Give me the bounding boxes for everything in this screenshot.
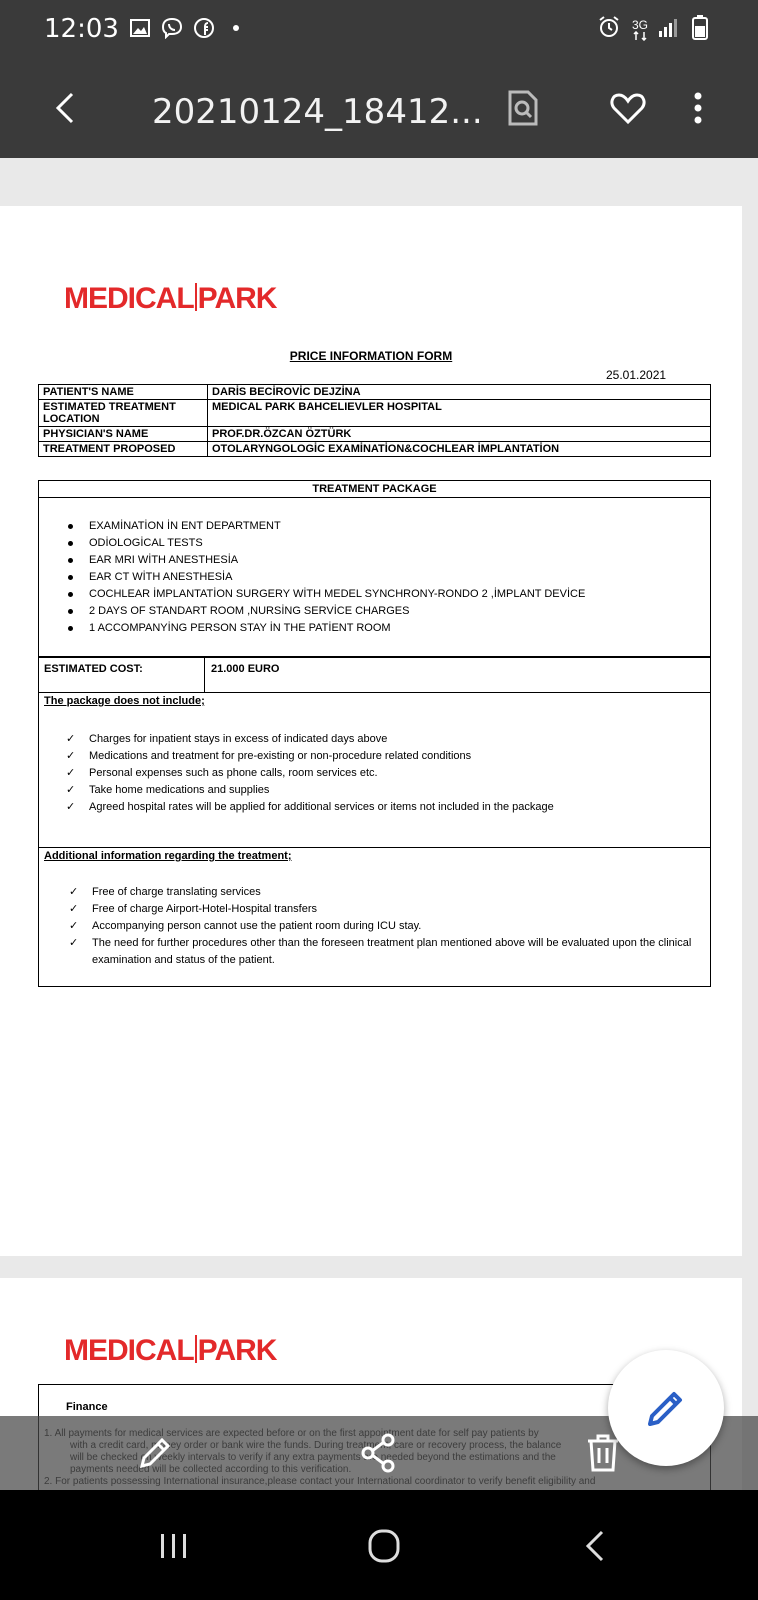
cost-value: 21.000 EURO	[211, 663, 280, 675]
cost-divider	[204, 658, 205, 692]
notification-icons	[128, 16, 248, 40]
edit-button[interactable]	[132, 1430, 178, 1476]
alarm-icon	[596, 14, 622, 45]
list-item: ODİOLOGİCAL TESTS	[89, 535, 710, 552]
more-notifications-icon	[224, 16, 248, 40]
list-item: ✓ Take home medications and supplies	[89, 782, 554, 799]
logo-divider	[195, 283, 197, 311]
list-item: ✓ Personal expenses such as phone calls, room services etc.	[89, 765, 554, 782]
table-row	[39, 385, 711, 400]
nav-back-button[interactable]	[574, 1526, 618, 1566]
edit-pen-icon	[644, 1386, 688, 1430]
system-nav-bar	[0, 1490, 758, 1600]
patient-info-table	[38, 384, 711, 457]
list-item: COCHLEAR İMPLANTATİON SURGERY WİTH MEDEL SYNCHRONY-RONDO 2 ,İMPLANT DEVİCE	[89, 586, 710, 603]
list-item: ✓ Charges for inpatient stays in excess of indicated days above	[89, 731, 554, 748]
document-title: 20210124_18412...	[152, 92, 483, 132]
mobile-data-indicator	[632, 19, 648, 41]
package-title: TREATMENT PACKAGE	[38, 480, 711, 498]
logo-text-left: MEDICAL	[64, 282, 194, 315]
list-item: ✓ Accompanying person cannot use the patient room during ICU stay.	[92, 918, 692, 935]
battery-icon	[692, 14, 708, 45]
info-value: OTOLARYNGOLOGİC EXAMİNATİON&COCHLEAR İMPLANTATİON	[208, 442, 711, 457]
logo-divider	[195, 1335, 197, 1363]
back-button[interactable]	[46, 88, 86, 128]
additional-info-box	[38, 847, 711, 987]
document-viewer[interactable]	[0, 158, 758, 1490]
list-item: ✓ Free of charge Airport-Hotel-Hospital transfers	[92, 901, 692, 918]
exclusions-list	[89, 731, 554, 816]
finance-title: Finance	[66, 1401, 108, 1413]
additional-list	[92, 884, 692, 969]
favorite-button[interactable]	[606, 86, 650, 130]
exclusions-box	[38, 692, 711, 848]
info-label: PATIENT'S NAME	[39, 385, 208, 400]
table-row	[39, 427, 711, 442]
home-button[interactable]	[362, 1526, 406, 1566]
exclusions-title: The package does not include;	[44, 695, 205, 707]
home-icon	[362, 1526, 406, 1566]
status-time: 12:03	[44, 14, 119, 44]
lens-icon	[500, 86, 544, 130]
info-value: DARİS BECİROVİC DEJZİNA	[208, 385, 711, 400]
table-row	[39, 400, 711, 427]
list-item: EAR CT WİTH ANESTHESİA	[89, 569, 710, 586]
recents-icon	[152, 1526, 196, 1566]
info-label: ESTIMATED TREATMENT LOCATION	[39, 400, 208, 427]
pencil-icon	[132, 1430, 178, 1476]
floating-edit-button[interactable]	[608, 1350, 724, 1466]
app-bar	[0, 60, 758, 158]
list-item: EXAMİNATİON İN ENT DEPARTMENT	[89, 518, 710, 535]
info-label: TREATMENT PROPOSED	[39, 442, 208, 457]
medicalpark-logo	[64, 1334, 276, 1368]
data-arrows-icon	[633, 31, 647, 41]
info-value: PROF.DR.ÖZCAN ÖZTÜRK	[208, 427, 711, 442]
list-item: ✓ Free of charge translating services	[92, 884, 692, 901]
logo-text-right: PARK	[197, 282, 277, 315]
cost-box	[38, 657, 711, 693]
more-options-button[interactable]	[688, 86, 732, 130]
back-arrow-icon	[46, 88, 86, 128]
info-label: PHYSICIAN'S NAME	[39, 427, 208, 442]
nav-back-icon	[574, 1526, 618, 1566]
list-item: 2 DAYS OF STANDART ROOM ,NURSİNG SERVİCE CHARGES	[89, 603, 710, 620]
info-value: MEDICAL PARK BAHCELIEVLER HOSPITAL	[208, 400, 711, 427]
lens-button[interactable]	[500, 86, 544, 130]
recent-apps-button[interactable]	[152, 1526, 196, 1566]
facebook-icon	[192, 16, 216, 40]
cost-label: ESTIMATED COST:	[44, 663, 143, 675]
system-status-icons	[596, 14, 708, 45]
logo-text-right: PARK	[197, 1334, 277, 1367]
form-title: PRICE INFORMATION FORM	[289, 349, 453, 363]
signal-icon	[658, 16, 682, 43]
more-vert-icon	[688, 86, 708, 130]
document-page-1	[0, 206, 742, 1256]
list-item: 1 ACCOMPANYİNG PERSON STAY İN THE PATİENT ROOM	[89, 620, 710, 637]
share-icon	[356, 1430, 402, 1476]
package-box	[38, 497, 711, 657]
viber-icon	[160, 16, 184, 40]
form-date: 25.01.2021	[606, 368, 667, 382]
list-item: ✓ Agreed hospital rates will be applied for additional services or items not included in the package	[89, 799, 554, 816]
gallery-icon	[128, 16, 152, 40]
list-item: ✓ Medications and treatment for pre-existing or non-procedure related conditions	[89, 748, 554, 765]
heart-icon	[606, 86, 650, 130]
additional-title: Additional information regarding the treatment;	[44, 850, 292, 862]
logo-text-left: MEDICAL	[64, 1334, 194, 1367]
share-button[interactable]	[356, 1430, 402, 1476]
list-item: EAR MRI WİTH ANESTHESİA	[89, 552, 710, 569]
status-bar	[0, 0, 758, 60]
package-list	[89, 518, 710, 637]
medicalpark-logo	[64, 282, 276, 316]
table-row	[39, 442, 711, 457]
list-item: ✓ The need for further procedures other than the foreseen treatment plan mentioned above will be evaluated upon the clinical examination and status of the patient.	[92, 935, 692, 969]
network-type-label: 3G	[631, 17, 648, 32]
